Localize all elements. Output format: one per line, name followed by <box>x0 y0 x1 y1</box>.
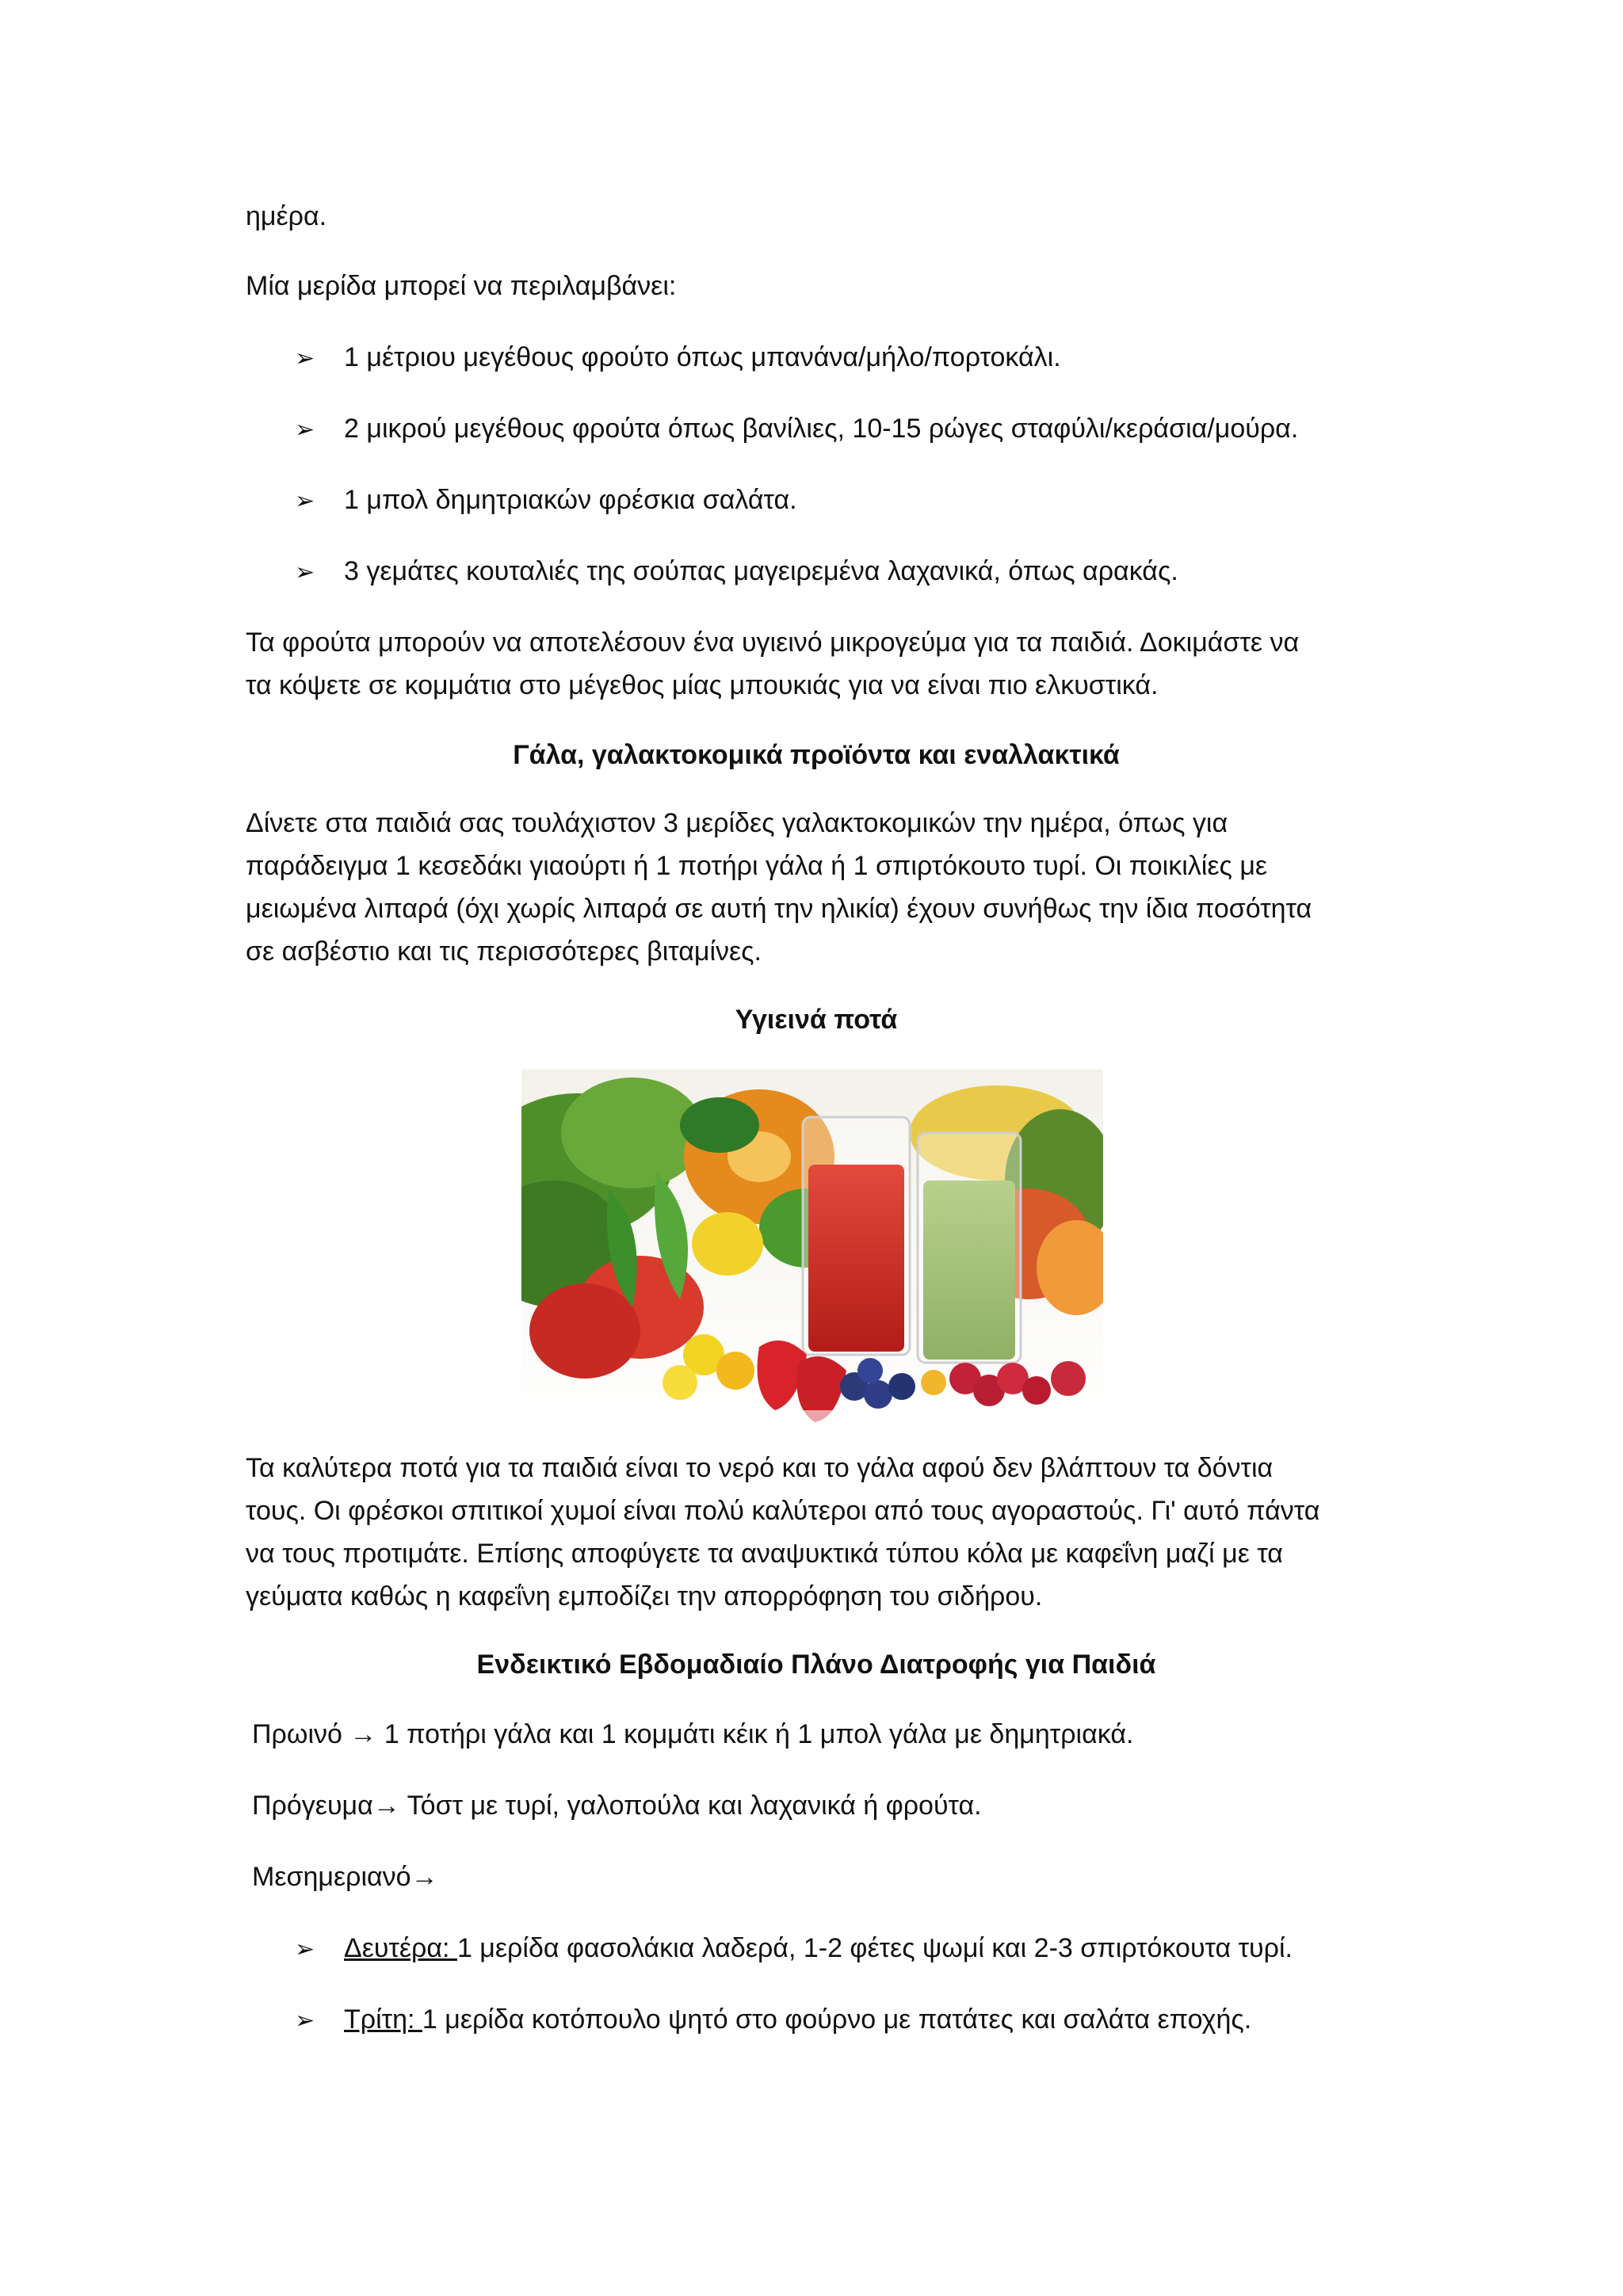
drinks-line-4: γεύματα καθώς η καφεΐνη εμποδίζει την απορρόφηση του σιδήρου. <box>246 1581 1043 1611</box>
snack-text: Τόστ με τυρί, γαλοπούλα και λαχανικά ή φρούτα. <box>399 1791 982 1821</box>
breakfast-text: 1 ποτήρι γάλα και 1 κομμάτι κέικ ή 1 μπολ γάλα με δημητριακά. <box>384 1719 1134 1749</box>
intro-line-1: ημέρα. <box>246 201 327 231</box>
drinks-line-3: να τους προτιμάτε. Επίσης αποφύγετε τα αναψυκτικά τύπου κόλα με καφεΐνη μαζί με τα <box>246 1539 1283 1569</box>
drinks-line-2: τους. Οι φρέσκοι σπιτικοί χυμοί είναι πολύ καλύτεροι από τους αγοραστούς. Γι' αυτό πάντα <box>246 1496 1320 1526</box>
day-label: Τρίτη: <box>344 2004 422 2035</box>
portion-text: 3 γεμάτες κουταλιές της σούπας μαγειρεμένα λαχανικά, όπως αρακάς. <box>344 556 1178 586</box>
dairy-heading: Γάλα, γαλακτοκομικά προϊόντα και εναλλακτικά <box>513 740 1120 770</box>
portion-item <box>295 550 1404 594</box>
arrow-bullet-icon: ➢ <box>295 2007 315 2035</box>
arrow-bullet-icon: ➢ <box>295 1936 315 1963</box>
portion-item <box>295 336 1404 380</box>
fruit-paragraph-line-1: Τα φρούτα μπορούν να αποτελέσουν ένα υγιεινό μικρογεύμα για τα παιδιά. Δοκιμάστε να <box>246 627 1300 658</box>
portion-text: 1 μπολ δημητριακών φρέσκια σαλάτα. <box>344 485 797 515</box>
juice-vegetables-photo <box>521 1070 1103 1431</box>
portion-text: 1 μέτριου μεγέθους φρούτο όπως μπανάνα/μήλο/πορτοκάλι. <box>344 342 1061 372</box>
portion-item <box>295 407 1404 452</box>
arrow-bullet-icon: ➢ <box>295 559 315 586</box>
right-arrow-icon: → <box>372 1791 400 1821</box>
dairy-line-1: Δίνετε στα παιδιά σας τουλάχιστον 3 μερίδες γαλακτοκομικών την ημέρα, όπως για <box>246 808 1228 838</box>
dairy-line-2: παράδειγμα 1 κεσεδάκι γιαούρτι ή 1 ποτήρι γάλα ή 1 σπιρτόκουτο τυρί. Οι ποικιλίες με <box>246 851 1268 881</box>
day-label: Δευτέρα: <box>344 1933 457 1963</box>
right-arrow-icon: → <box>349 1719 377 1749</box>
arrow-bullet-icon: ➢ <box>295 416 315 444</box>
dairy-line-4: σε ασβέστιο και τις περισσότερες βιταμίνες. <box>246 936 762 967</box>
day-menu-text: 1 μερίδα φασολάκια λαδερά, 1-2 φέτες ψωμί και 2-3 σπιρτόκουτα τυρί. <box>456 1933 1293 1963</box>
plan-heading: Ενδεικτικό Εβδομαδιαίο Πλάνο Διατροφής για Παιδιά <box>476 1650 1156 1680</box>
portion-item <box>295 479 1404 523</box>
arrow-bullet-icon: ➢ <box>295 345 315 372</box>
breakfast-line <box>252 1713 1133 1756</box>
right-arrow-icon: → <box>411 1862 438 1892</box>
snack-line <box>252 1784 982 1827</box>
lunch-label: Μεσημεριανό <box>252 1862 411 1892</box>
juice-vegetables-illustration <box>521 1070 1103 1431</box>
fruit-paragraph-line-2: τα κόψετε σε κομμάτια στο μέγεθος μίας μπουκιάς για να είναι πιο ελκυστικά. <box>246 670 1159 700</box>
drinks-line-1: Τα καλύτερα ποτά για τα παιδιά είναι το νερό και το γάλα αφού δεν βλάπτουν τα δόντια <box>246 1453 1274 1483</box>
intro-line-2: Μία μερίδα μπορεί να περιλαμβάνει: <box>246 271 677 301</box>
snack-label: Πρόγευμα <box>252 1791 373 1821</box>
menu-day-item <box>295 1998 1404 2042</box>
breakfast-label: Πρωινό <box>252 1719 342 1749</box>
lunch-line <box>252 1855 438 1898</box>
menu-day-item <box>295 1927 1404 1971</box>
dairy-line-3: μειωμένα λιπαρά (όχι χωρίς λιπαρά σε αυτή την ηλικία) έχουν συνήθως την ίδια ποσότητα <box>246 894 1312 924</box>
portion-text: 2 μικρού μεγέθους φρούτα όπως βανίλιες, 10-15 ρώγες σταφύλι/κεράσια/μούρα. <box>344 414 1299 444</box>
drinks-heading: Υγιεινά ποτά <box>735 1005 898 1035</box>
day-menu-text: 1 μερίδα κοτόπουλο ψητό στο φούρνο με πατάτες και σαλάτα εποχής. <box>422 2004 1252 2035</box>
arrow-bullet-icon: ➢ <box>295 487 315 515</box>
